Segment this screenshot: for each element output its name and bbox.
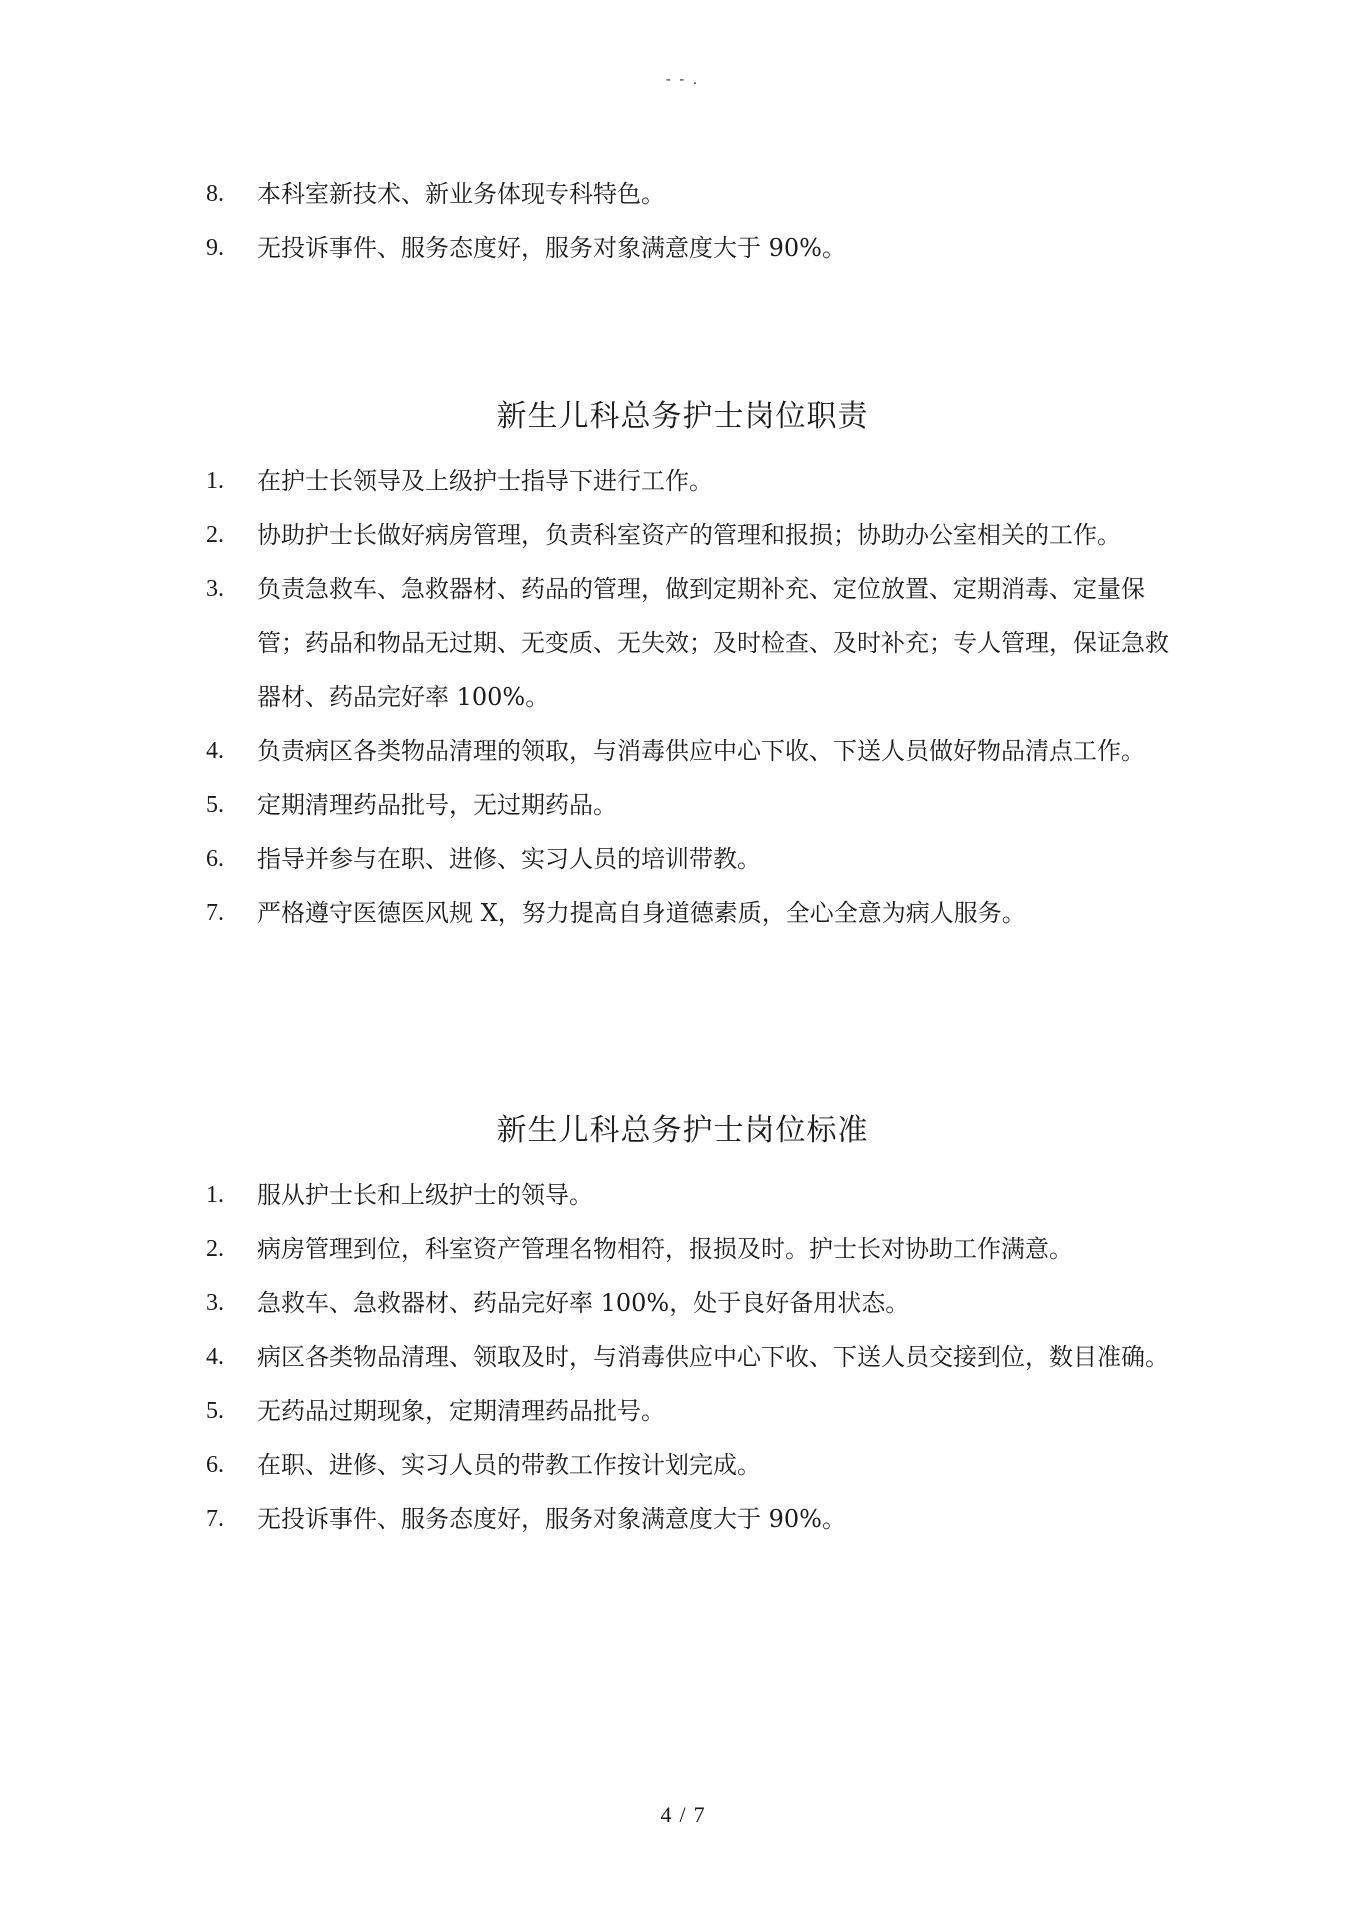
item-text: 协助护士长做好病房管理，负责科室资产的管理和报损；协助办公室相关的工作。 <box>257 521 1121 549</box>
item-text: 服从护士长和上级护士的领导。 <box>257 1181 593 1209</box>
item-number: 2. <box>206 1236 224 1262</box>
item-number: 2. <box>206 522 224 548</box>
list-item <box>0 508 1177 562</box>
page-separator: / <box>679 1802 686 1827</box>
item-text: 严格遵守医德医风规 X，努力提高自身道德素质，全心全意为病人服务。 <box>257 899 1026 927</box>
list-item <box>0 778 1177 832</box>
item-text: 无投诉事件、服务态度好，服务对象满意度大于 90%。 <box>257 234 846 262</box>
item-text: 病房管理到位，科室资产管理名物相符，报损及时。护士长对协助工作满意。 <box>257 1235 1073 1263</box>
item-text: 急救车、急救器材、药品完好率 100%，处于良好备用状态。 <box>257 1289 910 1317</box>
list-item <box>0 1168 1177 1222</box>
list-item <box>0 832 1177 886</box>
section-duties <box>0 397 1365 437</box>
list-item <box>0 886 1177 940</box>
item-number: 6. <box>206 846 224 872</box>
page-number <box>0 1802 1365 1828</box>
item-text: 本科室新技术、新业务体现专科特色。 <box>257 180 665 208</box>
top-list <box>0 167 1365 275</box>
list-item <box>0 1330 1177 1384</box>
item-text: 指导并参与在职、进修、实习人员的培训带教。 <box>257 845 761 873</box>
item-text: 在护士长领导及上级护士指导下进行工作。 <box>257 467 713 495</box>
list-item <box>0 454 1177 508</box>
total-pages: 7 <box>693 1802 705 1827</box>
item-text: 定期清理药品批号，无过期药品。 <box>257 791 617 819</box>
item-number: 1. <box>206 468 224 494</box>
list-item <box>0 221 1177 275</box>
item-text: 无药品过期现象，定期清理药品批号。 <box>257 1397 665 1425</box>
section-title: 新生儿科总务护士岗位标准 <box>496 1113 869 1148</box>
item-number: 7. <box>206 900 224 926</box>
item-number: 4. <box>206 738 224 764</box>
list-item <box>0 1276 1177 1330</box>
list-item <box>0 724 1177 778</box>
item-number: 9. <box>206 235 224 261</box>
item-number: 4. <box>206 1344 224 1370</box>
item-number: 7. <box>206 1506 224 1532</box>
current-page: 4 <box>660 1802 672 1827</box>
list-item <box>0 1492 1177 1546</box>
item-text: 负责病区各类物品清理的领取，与消毒供应中心下收、下送人员做好物品清点工作。 <box>257 737 1145 765</box>
item-text: 病区各类物品清理、领取及时，与消毒供应中心下收、下送人员交接到位，数目准确。 <box>257 1343 1169 1371</box>
section-standards <box>0 1111 1365 1151</box>
list-item <box>0 167 1177 221</box>
header-mark: - - . <box>665 72 700 88</box>
item-number: 1. <box>206 1182 224 1208</box>
standards-list <box>0 1168 1365 1546</box>
item-number: 3. <box>206 576 224 602</box>
item-number: 5. <box>206 792 224 818</box>
list-item <box>0 1384 1177 1438</box>
item-text: 无投诉事件、服务态度好，服务对象满意度大于 90%。 <box>257 1505 846 1533</box>
duties-list <box>0 454 1365 940</box>
item-text: 在职、进修、实习人员的带教工作按计划完成。 <box>257 1451 761 1479</box>
list-item <box>0 1438 1177 1492</box>
list-item <box>0 1222 1177 1276</box>
list-item <box>0 562 1177 724</box>
item-text: 负责急救车、急救器材、药品的管理，做到定期补充、定位放置、定期消毒、定量保管；药品和物品无过期、无变质、无失效；及时检查、及时补充；专人管理，保证急救器材、药品完好率 100%。 <box>257 575 1169 711</box>
item-number: 8. <box>206 181 224 207</box>
item-number: 5. <box>206 1398 224 1424</box>
item-number: 6. <box>206 1452 224 1478</box>
item-number: 3. <box>206 1290 224 1316</box>
section-title: 新生儿科总务护士岗位职责 <box>496 399 869 434</box>
